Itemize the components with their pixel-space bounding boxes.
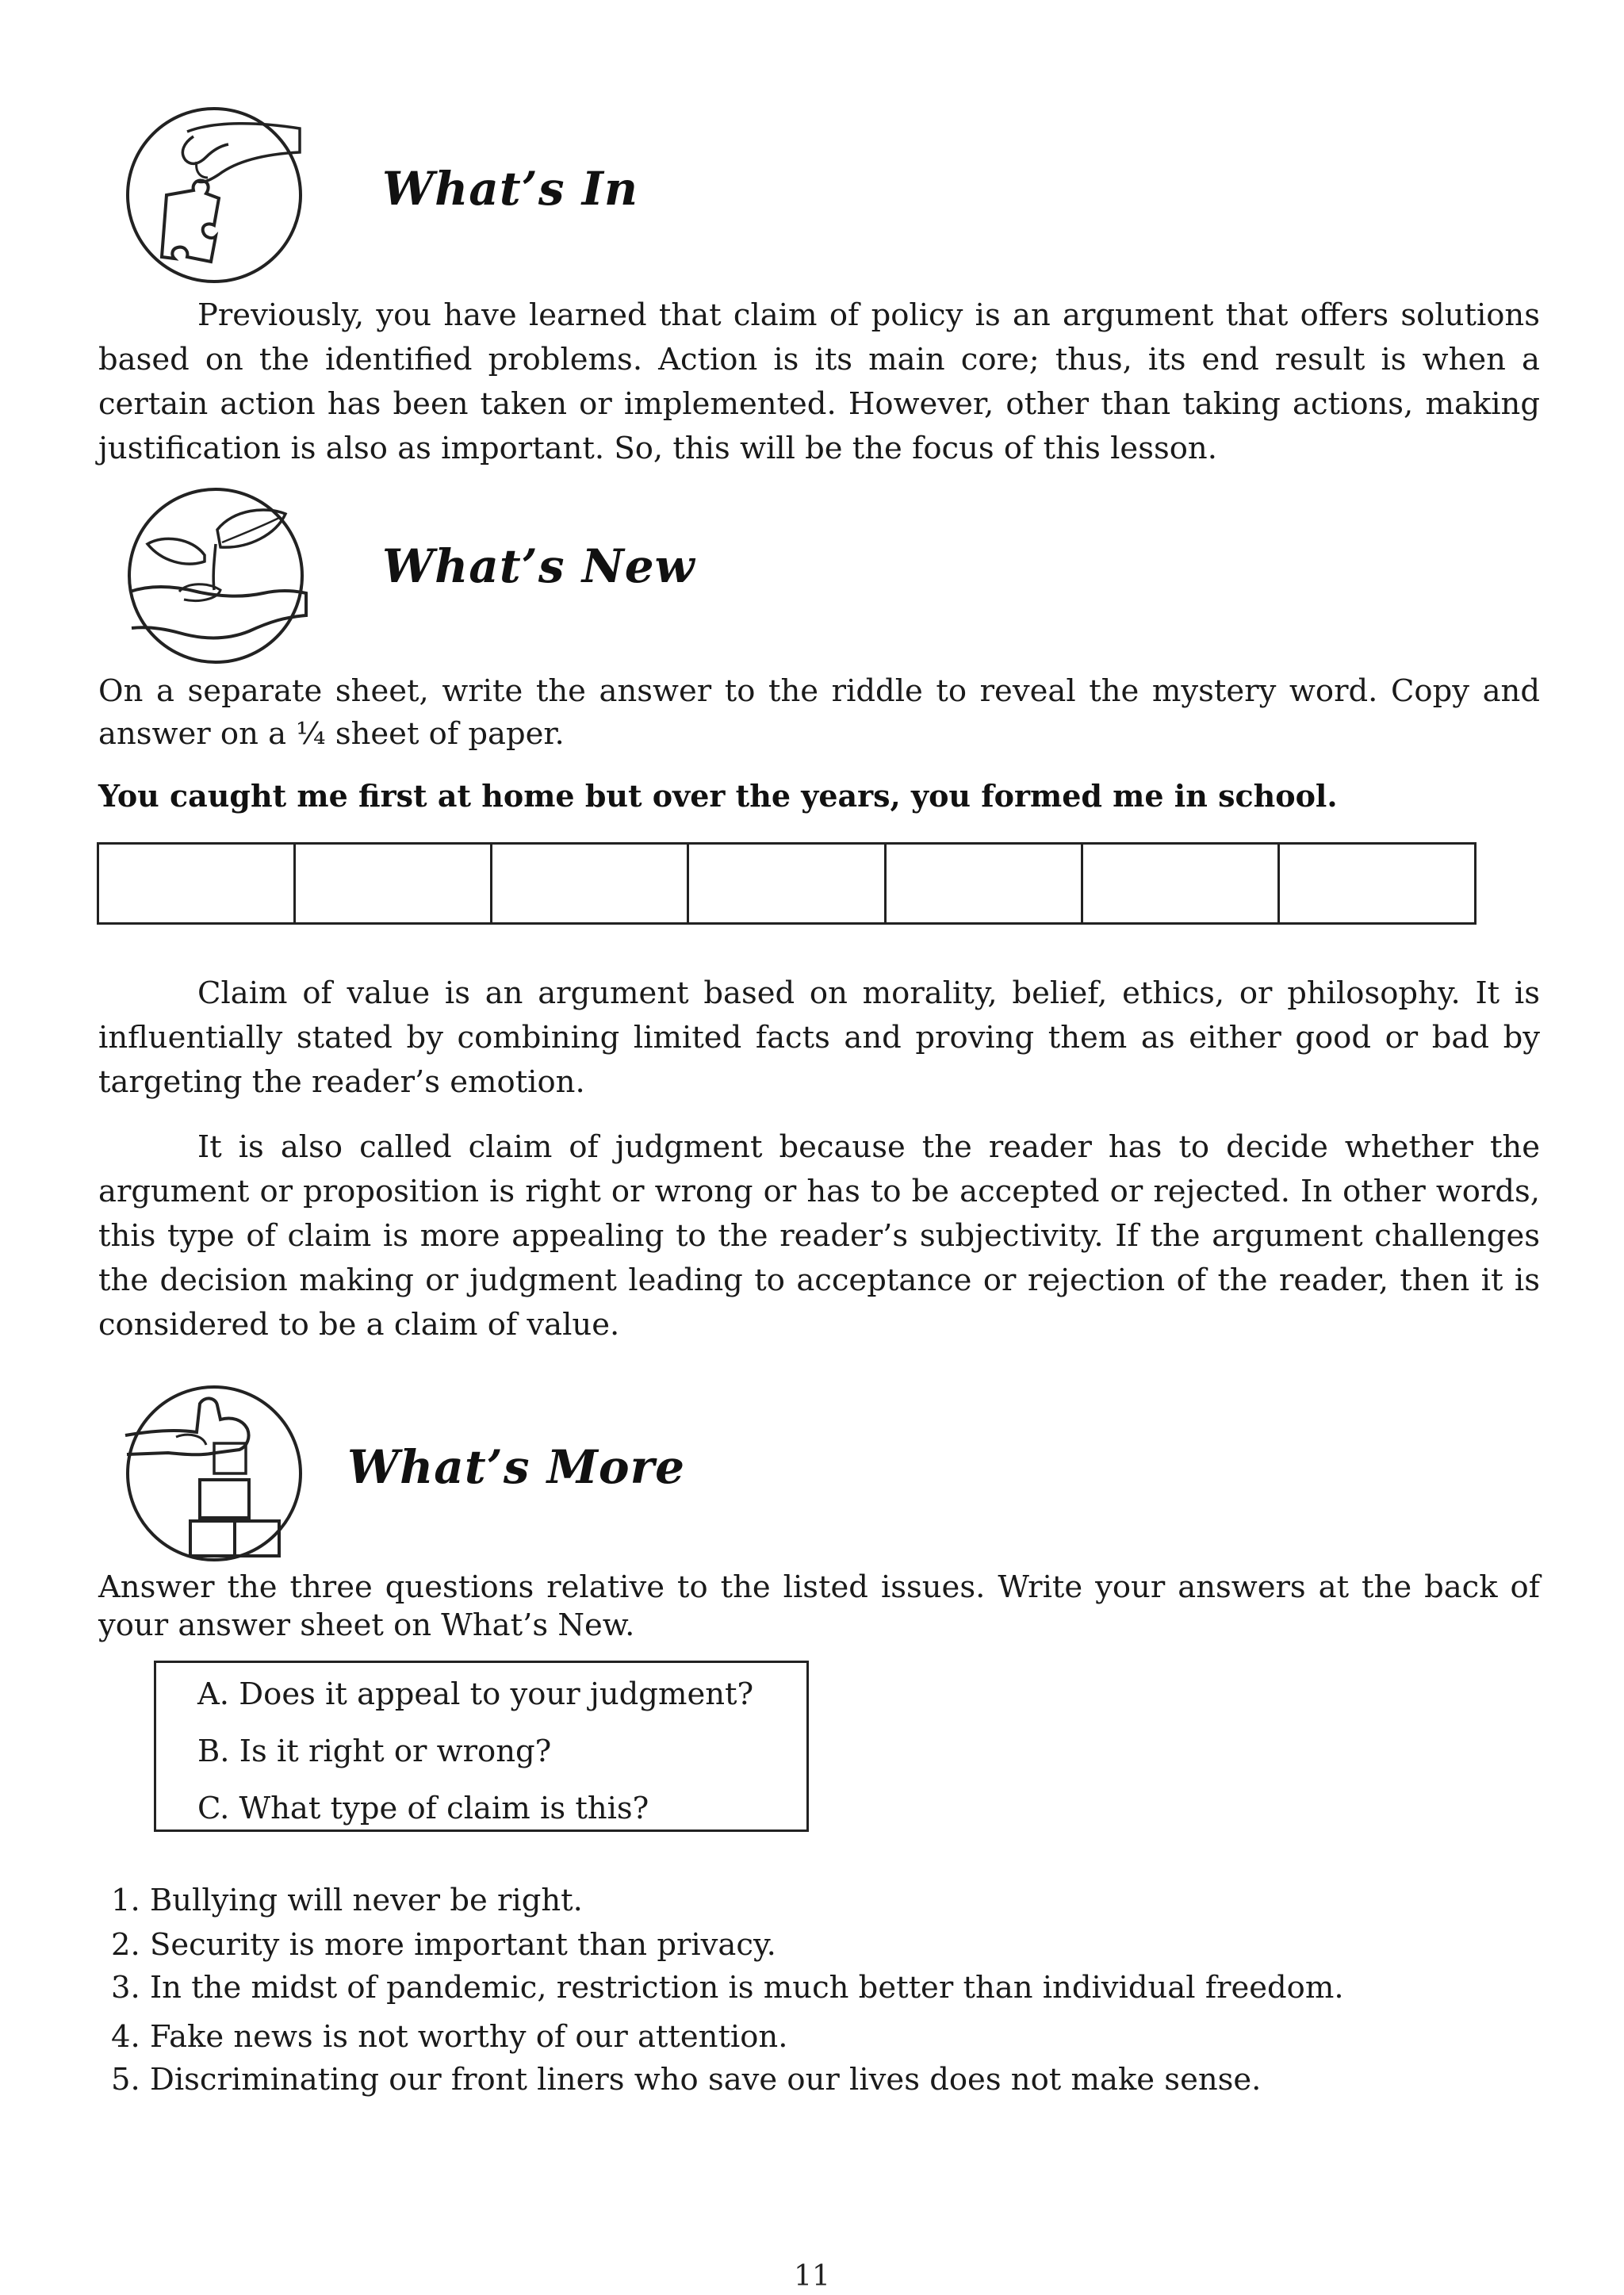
riddle-text: You caught me first at home but over the years, you formed me in school. [98, 778, 1338, 814]
list-item: 5. Discriminating our front liners who save our lives does not make sense. [111, 2062, 1262, 2098]
mystery-word-answer-boxes [97, 842, 1477, 925]
answer-box-7[interactable] [1278, 844, 1475, 924]
whats-more-title: What’s More [347, 1440, 686, 1494]
whats-in-title: What’s In [382, 162, 639, 216]
answer-box-6[interactable] [1082, 844, 1278, 924]
question-c: C. What type of claim is this? [197, 1791, 649, 1826]
question-b: B. Is it right or wrong? [197, 1734, 552, 1769]
hand-puzzle-icon [121, 102, 308, 289]
answer-box-4[interactable] [688, 844, 885, 924]
list-item: 1. Bullying will never be right. [111, 1883, 583, 1918]
answer-box-3[interactable] [492, 844, 688, 924]
answer-box-5[interactable] [885, 844, 1082, 924]
claim-of-judgment-paragraph: It is also called claim of judgment because the reader has to decide whether the argument or proposition is right or wrong or has to be accepted or rejected. In other words, this type of claim is more appealing to the reader’s subjectivity. If the argument challenges the decision making or judgment leading to acceptance or rejection of the reader, then it is considered to be a claim of value. [98, 1129, 1540, 1343]
question-a: A. Does it appeal to your judgment? [197, 1676, 754, 1712]
whats-in-paragraph: Previously, you have learned that claim of policy is an argument that offers solutions based on the identified problems. Action is its main core; thus, its end result is when a certain action has been taken or implemented. However, other than taking actions, making justification is also as important. So, this will be the focus of this lesson. [98, 297, 1540, 466]
answer-box-2[interactable] [295, 844, 492, 924]
list-item: 4. Fake news is not worthy of our attention. [111, 2019, 788, 2055]
whats-new-instruction: On a separate sheet, write the answer to the riddle to reveal the mystery word. Copy and answer on a ¼ sheet of paper. [98, 673, 1540, 752]
hand-blocks-icon [121, 1380, 308, 1567]
answer-box-1[interactable] [98, 844, 295, 924]
list-item: 3. In the midst of pandemic, restriction is much better than individual freedom. [111, 1970, 1344, 2006]
hand-plant-icon [122, 482, 309, 669]
whats-new-title: What’s New [382, 539, 695, 593]
claim-of-value-paragraph: Claim of value is an argument based on morality, belief, ethics, or philosophy. It is influentially stated by combining limited facts and proving them as either good or bad by targeting the reader’s emotion. [98, 975, 1540, 1100]
list-item: 2. Security is more important than privacy. [111, 1927, 776, 1963]
guide-questions-box [154, 1661, 809, 1832]
page-number: 11 [794, 2260, 830, 2293]
whats-more-instruction: Answer the three questions relative to the listed issues. Write your answers at the back of your answer sheet on What’s New. [98, 1569, 1540, 1643]
